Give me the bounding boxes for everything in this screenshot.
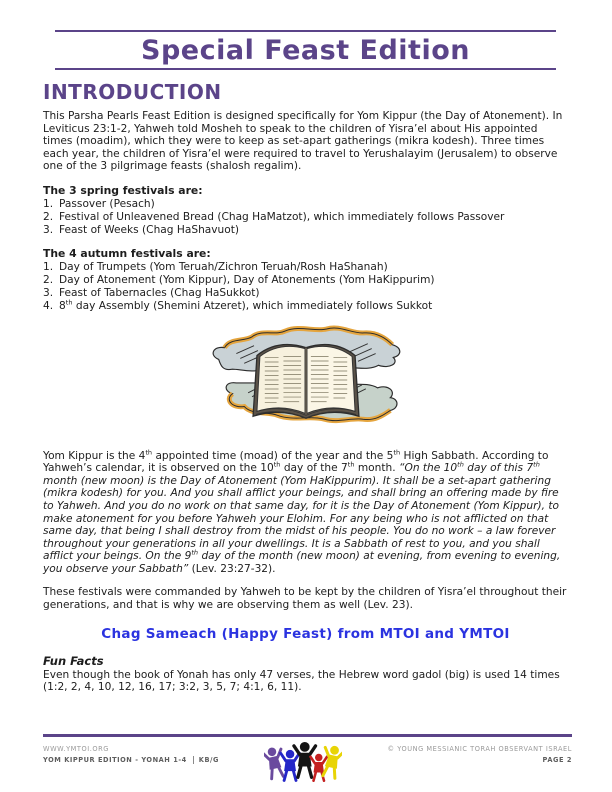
list-item-number: 2. — [43, 210, 54, 223]
greeting-heading: Chag Sameach (Happy Feast) from MTOI and YMTOI — [101, 625, 510, 642]
list-item — [43, 287, 568, 300]
spring-festivals-heading: The 3 spring festivals are: — [43, 183, 203, 197]
list-item-number: 4. — [43, 299, 54, 312]
autumn-festivals-list — [43, 261, 568, 312]
footer-website: WWW.YMTOI.ORG — [43, 745, 109, 753]
yom-kippur-paragraph — [43, 450, 568, 576]
quote-citation: (Lev. 23:27-32). — [188, 562, 276, 575]
list-item — [43, 274, 568, 287]
list-item-text: Day of Atonement (Yom Kippur), Day of Atonements (Yom HaKippurim) — [59, 274, 435, 287]
closing-paragraph: These festivals were commanded by Yahweh to be kept by the children of Yisra’el throughout their generations, and that is why we are observing them as well (Lev. 23). — [43, 586, 567, 612]
list-item-number: 1. — [43, 261, 54, 274]
footer-credits: KB/G — [198, 756, 219, 764]
page-footer — [43, 734, 572, 786]
list-item-number: 1. — [43, 197, 54, 210]
list-item-text: Feast of Tabernacles (Chag HaSukkot) — [59, 286, 260, 299]
list-item-text: Festival of Unleavened Bread (Chag HaMatzot), which immediately follows Passover — [59, 210, 505, 223]
list-item-text: Passover (Pesach) — [59, 197, 155, 210]
fun-facts-text: Even though the book of Yonah has only 47 verses, the Hebrew word gadol (big) is used 14 times (1:2, 2, 4, 10, 12, 16, 17; 3:2, 3, 5, 7; 4:1, 6, 11). — [43, 668, 560, 694]
section-heading-introduction: INTRODUCTION — [43, 80, 222, 104]
list-item-text: Feast of Weeks (Chag HaShavuot) — [59, 223, 240, 236]
intro-paragraph: This Parsha Pearls Feast Edition is designed specifically for Yom Kippur (the Day of Atonement). In Leviticus 23:1-2, Yahweh told Mosheh to speak to the children of Yisra’el about His appointed times (moadim), which they were to keep as set-apart gatherings (mikra kodesh). Three times each year, the children of Yisra’el were required to travel to Yerushalayim (Jerusalem) to observe one of the 3 pilgrimage feasts (shalosh regalim). — [43, 110, 563, 173]
footer-right — [387, 744, 572, 766]
spring-festivals-list — [43, 198, 568, 236]
footer-divider — [193, 756, 194, 764]
list-item-number: 3. — [43, 286, 54, 299]
list-item-text: Day of Trumpets (Yom Teruah/Zichron Teruah/Rosh HaShanah) — [59, 261, 388, 274]
masthead-rule-bottom — [55, 68, 556, 70]
list-item — [43, 224, 568, 237]
list-item — [43, 211, 568, 224]
list-item-number: 3. — [43, 223, 54, 236]
footer-copyright: © YOUNG MESSIANIC TORAH OBSERVANT ISRAEL — [387, 745, 572, 753]
footer-left — [43, 744, 219, 766]
masthead — [55, 30, 556, 70]
masthead-rule-top — [55, 30, 556, 32]
open-book-on-tallit-icon — [203, 324, 409, 436]
footer-logo — [264, 740, 342, 786]
yom-kippur-lead: Yom Kippur is the 4th appointed time (moad) of the year and the 5th High Sabbath. According to Yahweh’s calendar, it is observed on the 10th day of the 7th month. — [43, 448, 549, 475]
footer-page-number: PAGE 2 — [542, 756, 572, 764]
torah-book-illustration — [43, 324, 568, 440]
list-item — [43, 198, 568, 211]
autumn-festivals-heading: The 4 autumn festivals are: — [43, 247, 211, 261]
page-title: Special Feast Edition — [141, 35, 470, 66]
footer-edition: YOM KIPPUR EDITION - YONAH 1-4 — [43, 756, 187, 764]
list-item — [43, 261, 568, 274]
list-item-number: 2. — [43, 274, 54, 287]
list-item-text: 8th day Assembly (Shemini Atzeret), which immediately follows Sukkot — [59, 298, 433, 312]
footer-edition-line — [43, 755, 219, 766]
dancing-children-logo-icon — [264, 740, 342, 782]
list-item — [43, 300, 568, 313]
leviticus-quote: “On the 10th day of this 7th month (new moon) is the Day of Atonement (Yom HaKippurim). It shall be a set-apart gathering (mikra kodesh) for you. And you shall afflict your beings, and shall bring an offering made by fire to Yahweh. And you do no work on that same day, for it is the Day of Atonement (Yom Kippur), to make atonement for you before Yahweh your Elohim. For any being who is not afflicted on that same day, that being I shall destroy from the midst of his people. You do no work – a law forever throughout your generations in all your dwellings. It is a Sabbath of rest to you, and you shall afflict your beings. On the 9th day of the month (new moon) at evening, from evening to evening, you observe your Sabbath” — [43, 460, 561, 575]
fun-facts-heading: Fun Facts — [43, 653, 104, 668]
